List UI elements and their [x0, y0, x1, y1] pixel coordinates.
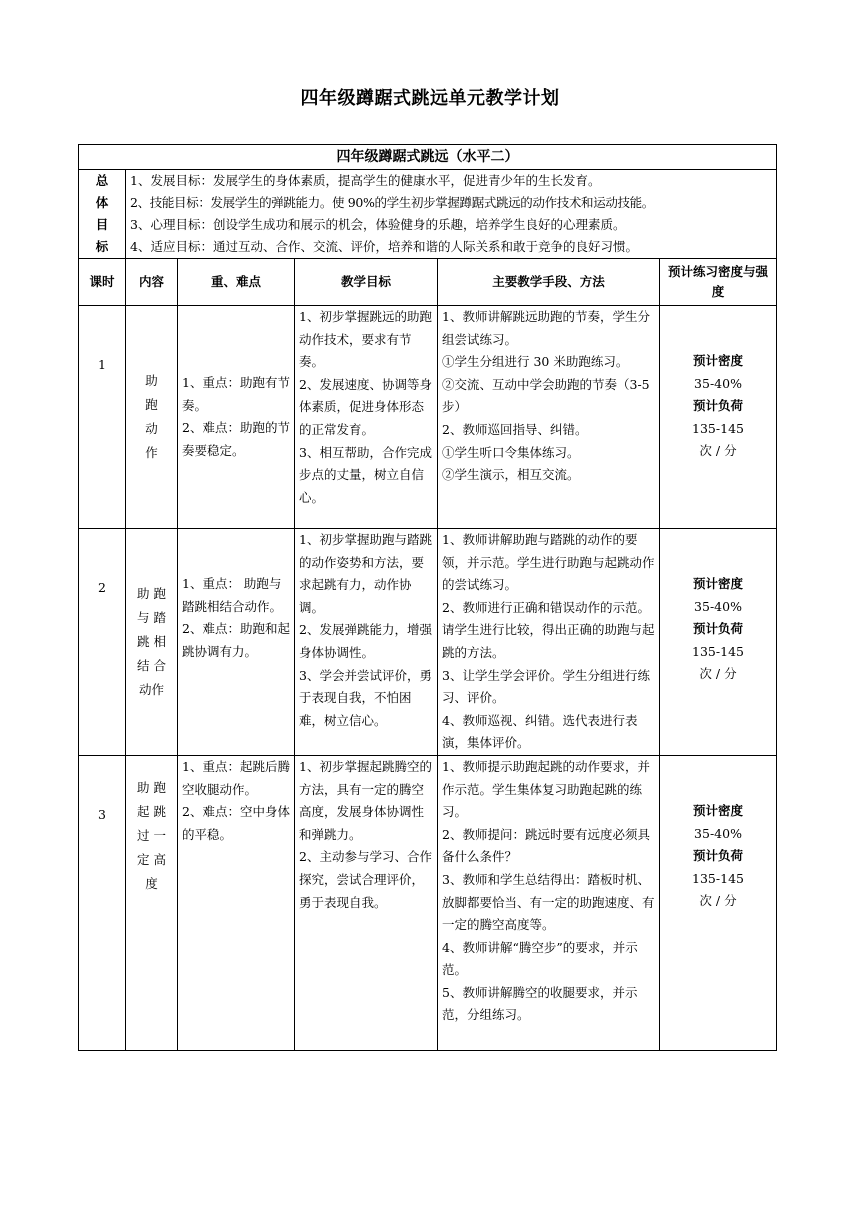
table-row	[79, 306, 777, 529]
table-header-row	[79, 259, 777, 306]
objectives: 1、初步掌握跳远的助跑动作技术，要求有节奏。 2、发展速度、协调等身体素质，促进身体形态的正常发育。 3、相互帮助，合作完成步点的丈量，树立自信心。	[295, 306, 438, 529]
header-content: 内容	[126, 259, 178, 306]
header-density: 预计练习密度与强度	[660, 259, 777, 306]
methods: 1、教师讲解助跑与踏跳的动作的要领，并示范。学生进行助跑与起跳动作的尝试练习。 2、教师进行正确和错误动作的示范。请学生进行比较，得出正确的助跑与起跳的方法。 3、让学生学会评价。学生分组进行练习、评价。 4、教师巡视、纠错。选代表进行表演，集体评价。	[438, 529, 660, 756]
lesson-number: 1	[79, 306, 126, 529]
objectives: 1、初步掌握助跑与踏跳的动作姿势和方法，要求起跳有力，动作协调。 2、发展弹跳能力，增强身体协调性。 3、学会并尝试评价，勇于表现自我，不怕困难，树立信心。	[295, 529, 438, 756]
key-points: 1、重点： 助跑与踏跳相结合动作。 2、难点：助跑和起跳协调有力。	[178, 529, 295, 756]
density-intensity: 预计密度 35-40% 预计负荷 135-145 次 / 分	[660, 529, 777, 756]
overall-goals-label: 总 体 目 标	[79, 170, 126, 259]
objectives: 1、初步掌握起跳腾空的方法，具有一定的腾空高度，发展身体协调性和弹跳力。 2、主动参与学习、合作探究，尝试合理评价，勇于表现自我。	[295, 755, 438, 1050]
key-points: 1、重点：起跳后腾空收腿动作。 2、难点：空中身体的平稳。	[178, 755, 295, 1050]
methods: 1、教师讲解跳远助跑的节奏，学生分组尝试练习。 ①学生分组进行 30 米助跑练习。 ②交流、互动中学会助跑的节奏（3-5 步） 2、教师巡回指导、纠错。 ①学生听口令集体练习。 ②学生演示，相互交流。	[438, 306, 660, 529]
table-title: 四年级蹲踞式跳远（水平二）	[79, 145, 777, 170]
goal-skill: 2、技能目标：发展学生的弹跳能力。使 90%的学生初步掌握蹲踞式跳远的动作技术和运动技能。	[130, 195, 654, 210]
lesson-content: 助 跑 动 作	[126, 306, 178, 529]
goal-psychology: 3、心理目标：创设学生成功和展示的机会，体验健身的乐趣，培养学生良好的心理素质。	[130, 217, 626, 232]
key-points: 1、重点：助跑有节奏。 2、难点：助跑的节奏要稳定。	[178, 306, 295, 529]
document-title: 四年级蹲踞式跳远单元教学计划	[300, 88, 560, 109]
overall-goals	[126, 170, 777, 259]
density-intensity: 预计密度 35-40% 预计负荷 135-145 次 / 分	[660, 306, 777, 529]
goal-development: 1、发展目标：发展学生的身体素质，提高学生的健康水平，促进青少年的生长发育。	[130, 173, 601, 188]
lesson-content: 助 跑 起 跳 过 一 定 高 度	[126, 755, 178, 1050]
density-intensity: 预计密度 35-40% 预计负荷 135-145 次 / 分	[660, 755, 777, 1050]
header-objectives: 教学目标	[295, 259, 438, 306]
header-lesson: 课时	[79, 259, 126, 306]
lesson-content: 助 跑 与 踏 跳 相 结 合 动作	[126, 529, 178, 756]
goal-adaptation: 4、适应目标：通过互动、合作、交流、评价，培养和谐的人际关系和敢于竞争的良好习惯。	[130, 239, 638, 254]
lesson-number: 3	[79, 755, 126, 1050]
methods: 1、教师提示助跑起跳的动作要求，并作示范。学生集体复习助跑起跳的练习。 2、教师提问：跳远时要有远度必须具备什么条件？ 3、教师和学生总结得出：踏板时机、放脚都要恰当、有一定的助跑速度、有一定的腾空高度等。 4、教师讲解“腾空步”的要求，并示范。 5、教师讲解腾空的收腿要求，并示范，分组练习。	[438, 755, 660, 1050]
lesson-number: 2	[79, 529, 126, 756]
lesson-plan-table	[78, 144, 777, 1051]
table-row	[79, 529, 777, 756]
header-methods: 主要教学手段、方法	[438, 259, 660, 306]
header-key-points: 重、难点	[178, 259, 295, 306]
table-row	[79, 755, 777, 1050]
